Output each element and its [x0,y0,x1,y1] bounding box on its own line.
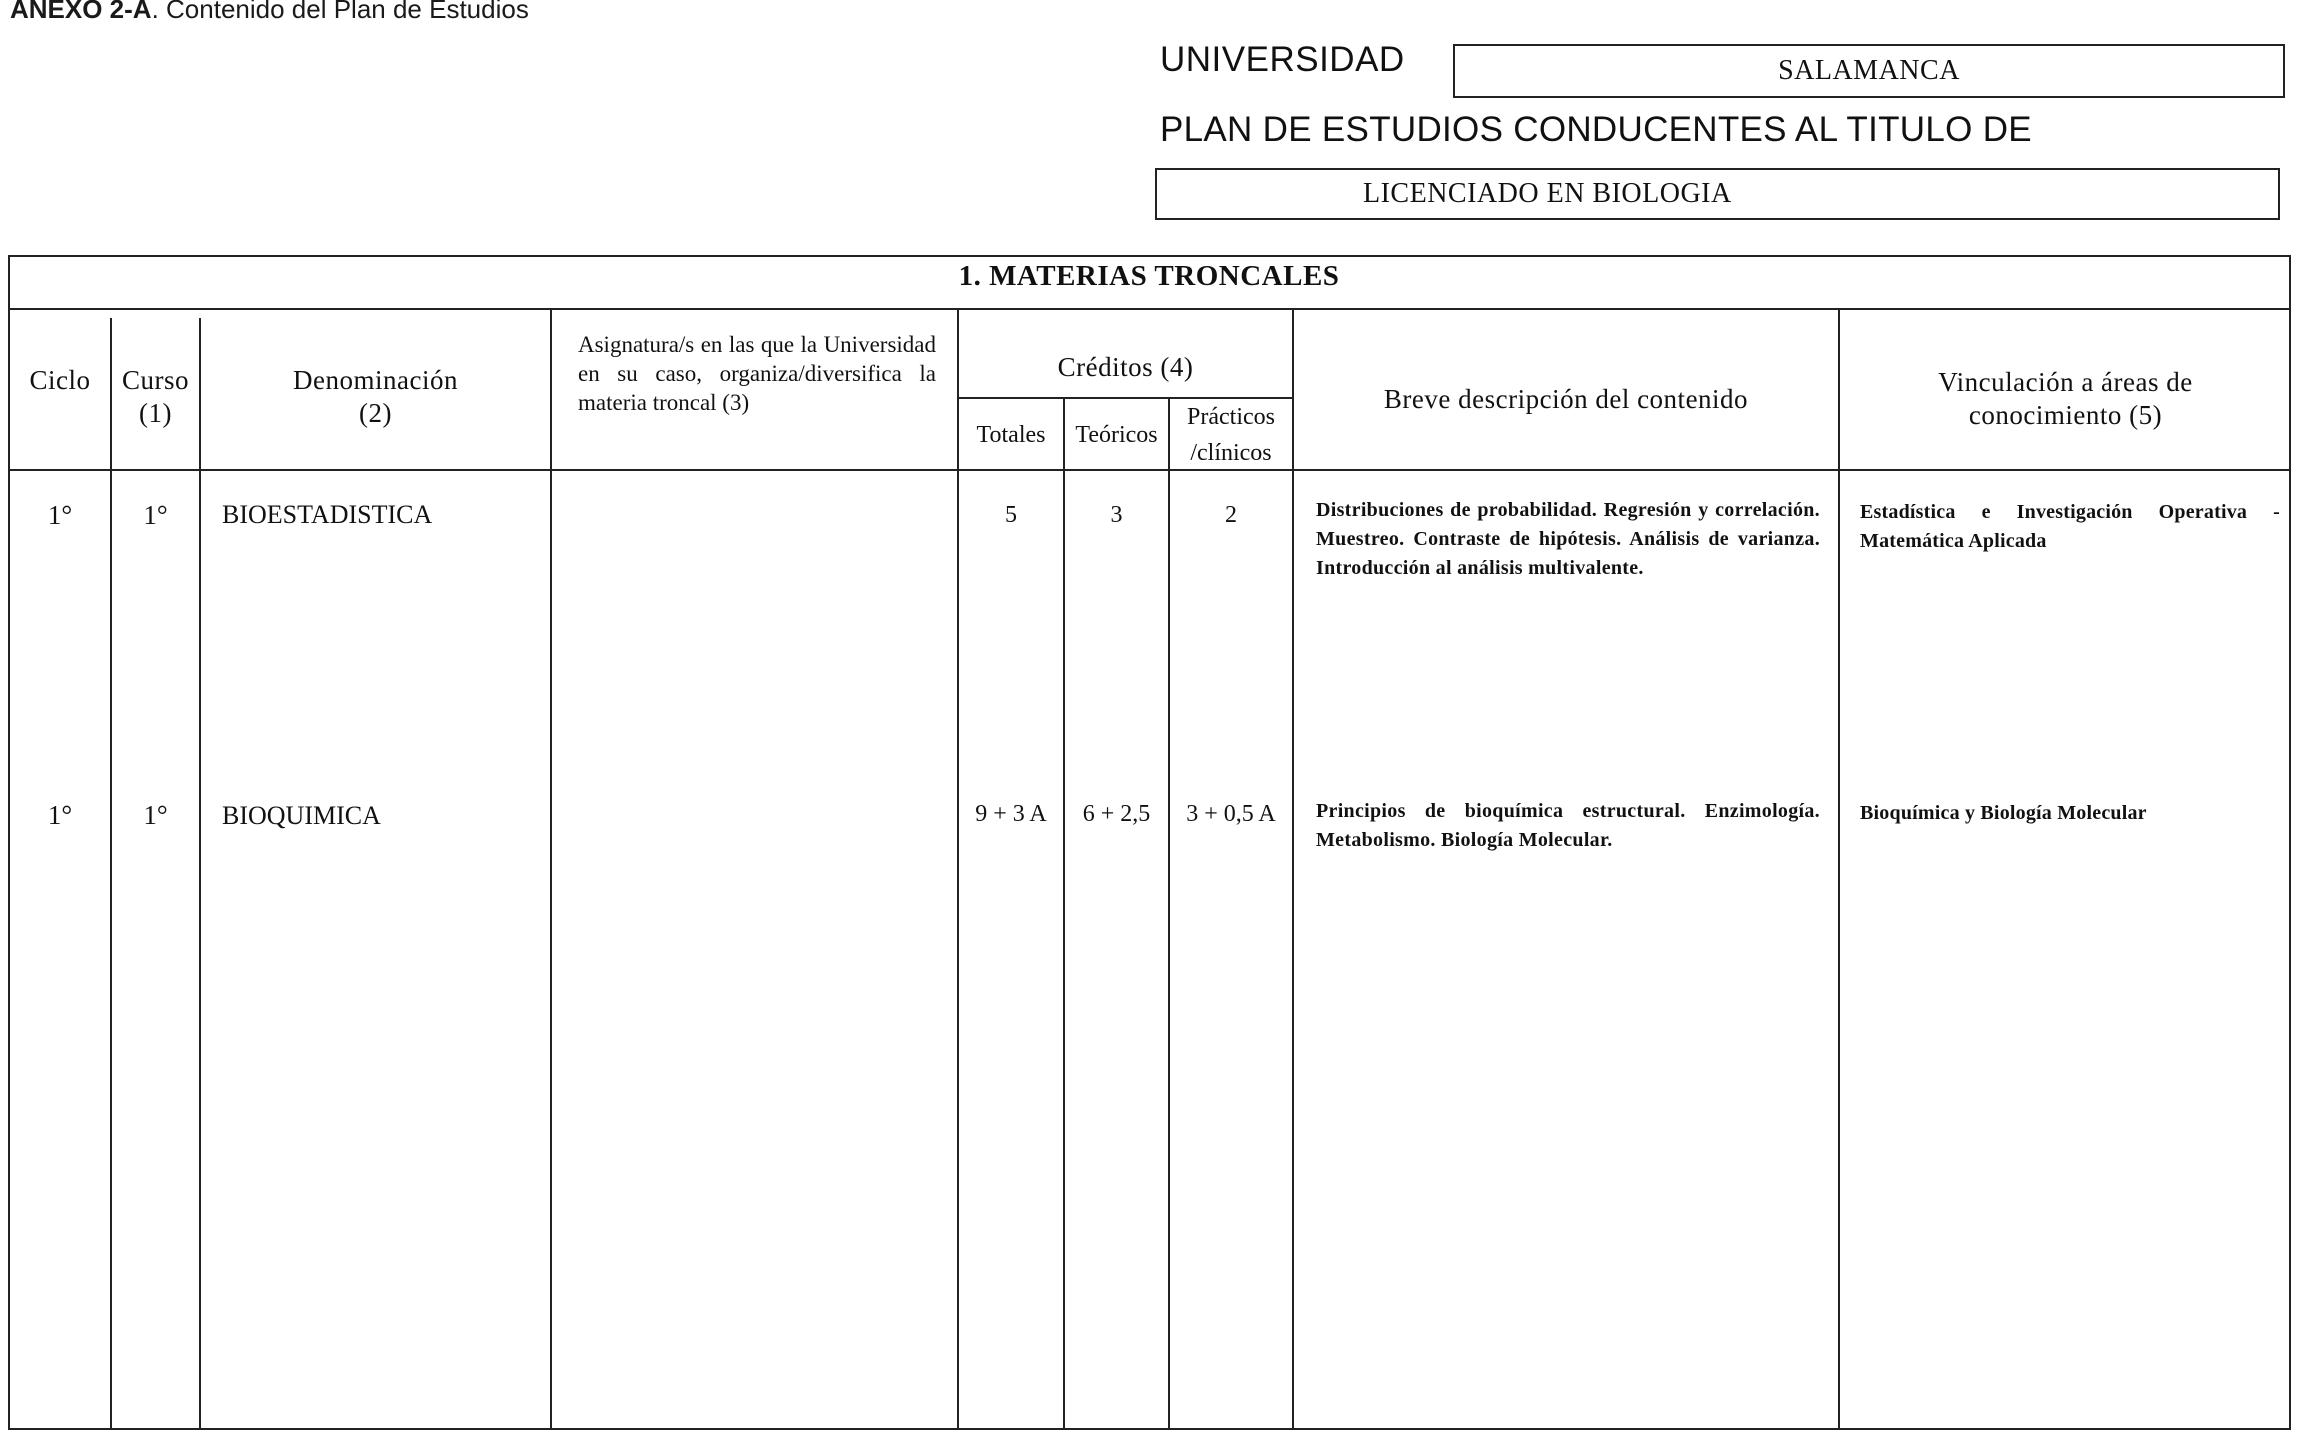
section-title: 1. MATERIAS TRONCALES [958,260,1340,292]
column-divider [1838,308,1840,1430]
cell-practicos: 3 + 0,5 A [1186,801,1276,827]
cell-teoricos: 6 + 2,5 [1082,801,1151,827]
column-header-teoricos [1065,420,1168,450]
university-value-box [1453,44,2285,98]
university-value: SALAMANCA [1778,55,1960,86]
cell-totales: 5 [1005,502,1017,528]
column-header-curso [112,364,199,430]
table-divider [957,397,1293,399]
plan-label: PLAN DE ESTUDIOS CONDUCENTES AL TITULO DE [1160,110,2032,149]
column-header-asignaturas: Asignatura/s en las que la Universidad en su caso, organiza/diversifica la materia troncal (3) [578,332,936,415]
cell-practicos: 2 [1225,502,1237,528]
vinculacion-label: Vinculación a áreas de [1938,367,2193,397]
cell-descripcion: Principios de bioquímica estructural. Enzimología. Metabolismo. Biología Molecular. [1316,800,1820,851]
column-header-descripcion [1294,383,1838,416]
cell-curso: 1° [143,500,168,530]
totales-label: Totales [976,422,1046,448]
column-divider [550,308,552,1430]
column-divider [1292,308,1294,1430]
practicos-note: /clínicos [1190,440,1272,466]
cell-ciclo: 1° [47,800,73,830]
curso-label: Curso [121,365,189,395]
table-divider [8,308,2291,310]
column-header-denominacion [201,364,550,430]
teoricos-label: Teóricos [1075,422,1158,448]
column-header-practicos [1170,402,1292,468]
column-header-vinculacion [1840,366,2291,432]
creditos-label: Créditos (4) [1057,352,1194,382]
cell-vinculacion: Bioquímica y Biología Molecular [1860,802,2147,824]
column-header-totales [959,420,1063,450]
degree-title-box [1155,168,2280,220]
cell-totales: 9 + 3 A [975,801,1047,827]
annex-heading [10,0,529,25]
descripcion-label: Breve descripción del contenido [1383,384,1749,414]
cell-ciclo: 1° [47,500,73,530]
denominacion-label: Denominación [293,365,458,395]
annex-description: . Contenido del Plan de Estudios [151,0,529,24]
ciclo-label: Ciclo [29,365,91,395]
cell-teoricos: 3 [1110,502,1123,528]
cell-curso: 1° [143,800,168,830]
column-divider [199,318,201,1430]
cell-denominacion: BIOESTADISTICA [222,500,433,529]
vinculacion-note: conocimiento (5) [1968,400,2163,430]
cell-vinculacion: Estadística e Investigación Operativa - Matemática Aplicada [1860,501,2280,552]
column-divider [1063,397,1065,1430]
curso-note: (1) [139,398,172,428]
cell-denominacion: BIOQUIMICA [222,801,381,830]
column-divider [1168,397,1170,1430]
column-divider [110,318,112,1430]
column-header-ciclo [10,364,110,397]
denominacion-note: (2) [359,398,392,428]
column-divider [957,308,959,1430]
practicos-label: Prácticos [1187,404,1275,430]
university-label: UNIVERSIDAD [1160,40,1405,79]
column-header-creditos [959,351,1292,384]
table-divider [8,469,2291,471]
annex-number: ANEXO 2-A [10,0,152,24]
degree-title: LICENCIADO EN BIOLOGIA [1363,178,1732,209]
cell-descripcion: Distribuciones de probabilidad. Regresión y correlación. Muestreo. Contraste de hipótesis. Análisis de varianza. Introducción al análisis multivalente. [1316,499,1820,579]
